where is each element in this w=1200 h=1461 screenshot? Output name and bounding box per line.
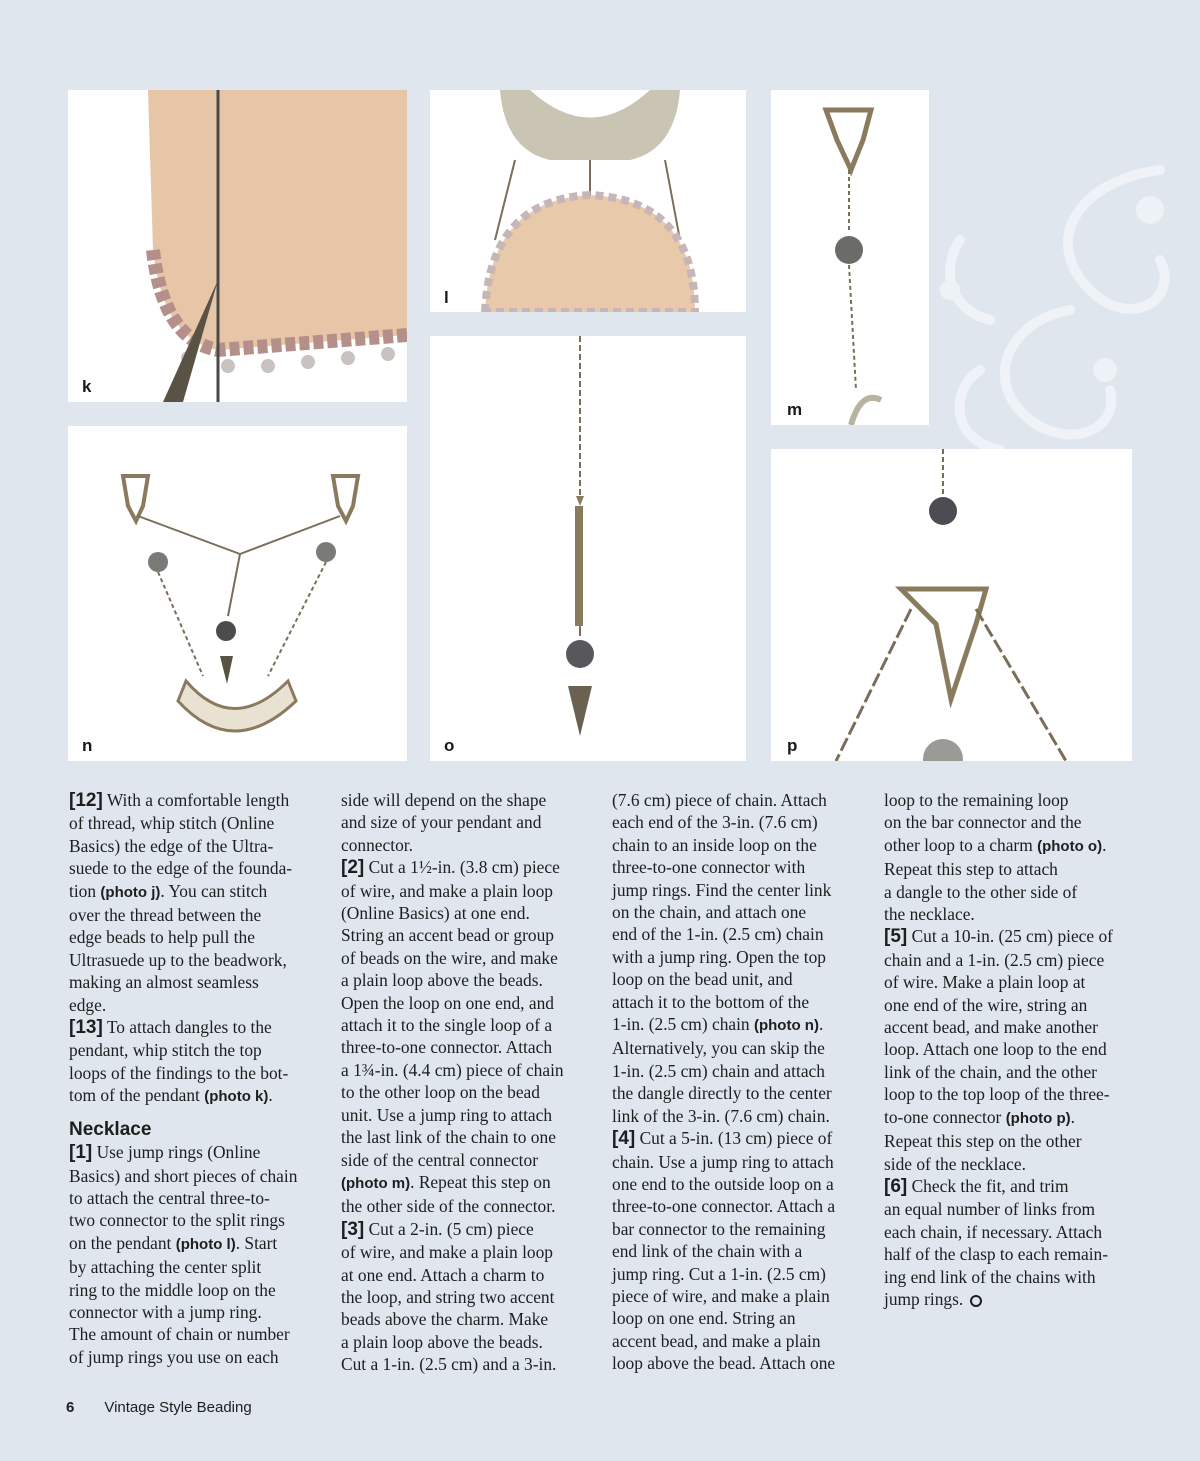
photo-o-image bbox=[430, 336, 746, 761]
text-line: . You can stitch bbox=[160, 880, 268, 901]
text-line: to-one connector bbox=[884, 1106, 1006, 1127]
text-line: side of the central connector bbox=[341, 1149, 539, 1170]
text-line: the other side of the connector. bbox=[341, 1196, 556, 1217]
text-line: Cut a 2-in. (5 cm) piece bbox=[364, 1218, 534, 1239]
photo-reference: (photo p) bbox=[1005, 1109, 1071, 1127]
text-line: with a jump ring. Open the top bbox=[612, 946, 826, 967]
text-line: edge beads to help pull the bbox=[69, 927, 255, 948]
photo-n bbox=[68, 426, 407, 761]
step-number: [12] bbox=[69, 790, 103, 811]
photo-n-image bbox=[68, 426, 407, 761]
text-line: ing end link of the chains with bbox=[884, 1266, 1096, 1287]
step-number: [5] bbox=[884, 926, 908, 948]
book-title: Vintage Style Beading bbox=[104, 1399, 252, 1416]
photo-l-label: l bbox=[444, 288, 449, 307]
text-line: bar connector to the remaining bbox=[612, 1218, 826, 1239]
text-line: accent bead, and make a plain bbox=[612, 1330, 821, 1351]
text-line: Ultrasuede up to the beadwork, bbox=[69, 949, 287, 970]
text-line: an equal number of links from bbox=[884, 1199, 1096, 1220]
step-number: [6] bbox=[884, 1175, 908, 1197]
text-line: on the bar connector and the bbox=[884, 812, 1082, 833]
text-line: To attach dangles to the bbox=[102, 1017, 272, 1038]
text-line: piece of wire, and make a plain bbox=[612, 1285, 830, 1306]
text-line: a 1¾-in. (4.4 cm) piece of chain bbox=[341, 1059, 564, 1080]
text-line: jump rings. Find the center link bbox=[612, 879, 832, 900]
text-line: by attaching the center split bbox=[69, 1257, 262, 1278]
decorative-swirl bbox=[920, 150, 1180, 470]
photo-o-label: o bbox=[444, 736, 455, 755]
text-line: other loop to a charm bbox=[884, 834, 1038, 855]
text-line: chain to an inside loop on the bbox=[612, 834, 817, 855]
text-line: Cut a 5-in. (13 cm) piece of bbox=[635, 1128, 833, 1149]
text-line: two connector to the split rings bbox=[69, 1210, 285, 1231]
step-number: [13] bbox=[69, 1017, 103, 1039]
text-column-2 bbox=[341, 789, 593, 1376]
photo-o bbox=[430, 336, 746, 761]
photo-p-image bbox=[771, 449, 1132, 761]
photo-n-label: n bbox=[82, 736, 93, 755]
text-line: one end to the outside loop on a bbox=[612, 1173, 834, 1194]
text-column-1 bbox=[69, 789, 321, 1368]
photo-p-label: p bbox=[787, 736, 798, 755]
text-line: side will depend on the shape bbox=[341, 790, 547, 810]
text-line: three-to-one connector with bbox=[612, 857, 806, 878]
text-line: loops of the findings to the bot- bbox=[69, 1062, 289, 1083]
photo-p bbox=[771, 449, 1132, 761]
text-line: side of the necklace. bbox=[884, 1153, 1026, 1174]
text-line: tom of the pendant bbox=[69, 1085, 205, 1106]
text-line: String an accent bead or group bbox=[341, 925, 554, 946]
end-of-article-icon bbox=[970, 1295, 982, 1307]
photo-reference: (photo o) bbox=[1037, 837, 1103, 855]
text-line: Check the fit, and trim bbox=[907, 1175, 1069, 1196]
text-line: on the pendant bbox=[69, 1232, 176, 1253]
text-line: link of the chain, and the other bbox=[884, 1061, 1097, 1082]
text-line: each chain, if necessary. Attach bbox=[884, 1221, 1103, 1242]
text-line: Repeat this step on the other bbox=[884, 1131, 1082, 1152]
photo-l bbox=[430, 90, 746, 312]
text-line: loop to the top loop of the three- bbox=[884, 1084, 1110, 1105]
text-line: . bbox=[818, 1014, 824, 1035]
photo-reference: (photo k) bbox=[204, 1088, 269, 1106]
text-line: on the chain, and attach one bbox=[612, 902, 807, 923]
text-line: of wire, and make a plain loop bbox=[341, 880, 553, 901]
text-line: a plain loop above the beads. bbox=[341, 970, 543, 991]
step-number: [2] bbox=[341, 857, 365, 879]
text-line: loop to the remaining loop bbox=[884, 790, 1069, 810]
text-line: half of the clasp to each remain- bbox=[884, 1244, 1109, 1265]
section-heading: Necklace bbox=[69, 1118, 152, 1140]
photo-reference: (photo n) bbox=[753, 1017, 819, 1035]
text-line: (7.6 cm) piece of chain. Attach bbox=[612, 790, 827, 810]
text-line: connector with a jump ring. bbox=[69, 1301, 262, 1322]
text-line: Use jump rings (Online bbox=[92, 1142, 261, 1163]
text-line: suede to the edge of the founda- bbox=[69, 858, 293, 879]
text-line: of thread, whip stitch (Online bbox=[69, 813, 275, 834]
text-line: attach it to the single loop of a bbox=[341, 1015, 553, 1036]
text-line: . bbox=[1070, 1106, 1076, 1127]
photo-reference: (photo m) bbox=[341, 1174, 411, 1192]
text-line: . Repeat this step on bbox=[410, 1171, 551, 1192]
photo-m-label: m bbox=[787, 400, 803, 419]
text-line: a dangle to the other side of bbox=[884, 881, 1078, 902]
text-line: the necklace. bbox=[884, 904, 975, 925]
text-line: 1-in. (2.5 cm) chain bbox=[612, 1014, 754, 1035]
text-line: end of the 1-in. (2.5 cm) chain bbox=[612, 924, 824, 945]
text-line: at one end. Attach a charm to bbox=[341, 1264, 545, 1285]
photo-l-image bbox=[430, 90, 746, 312]
text-line: each end of the 3-in. (7.6 cm) bbox=[612, 812, 818, 833]
text-line: loop on one end. String an bbox=[612, 1308, 796, 1329]
photo-k bbox=[68, 90, 407, 402]
text-column-3 bbox=[612, 789, 864, 1375]
text-line: the loop, and string two accent bbox=[341, 1286, 555, 1307]
text-line: Cut a 1-in. (2.5 cm) and a 3-in. bbox=[341, 1354, 557, 1375]
text-line: 1-in. (2.5 cm) chain and attach bbox=[612, 1060, 825, 1081]
step-number: [4] bbox=[612, 1128, 636, 1150]
text-line: loop. Attach one loop to the end bbox=[884, 1039, 1107, 1060]
step-number: [3] bbox=[341, 1218, 365, 1240]
text-line: chain and a 1-in. (2.5 cm) piece bbox=[884, 949, 1105, 970]
step-number: [1] bbox=[69, 1142, 93, 1164]
page-number: 6 bbox=[66, 1399, 75, 1416]
text-line: of beads on the wire, and make bbox=[341, 947, 558, 968]
text-line: With a comfortable length bbox=[102, 790, 290, 810]
photo-reference: (photo l) bbox=[175, 1235, 236, 1253]
text-line: to the other loop on the bead bbox=[341, 1082, 540, 1103]
text-line: loop above the bead. Attach one bbox=[612, 1353, 836, 1374]
text-line: attach it to the bottom of the bbox=[612, 991, 810, 1012]
text-line: . Start bbox=[235, 1232, 278, 1253]
photo-m bbox=[771, 90, 929, 425]
text-line: Basics) and short pieces of chain bbox=[69, 1165, 298, 1186]
photo-k-image bbox=[68, 90, 407, 402]
text-line: of jump rings you use on each bbox=[69, 1346, 279, 1367]
text-line: one end of the wire, string an bbox=[884, 994, 1088, 1015]
text-line: . bbox=[268, 1085, 273, 1106]
text-line: of wire. Make a plain loop at bbox=[884, 972, 1086, 993]
page-footer bbox=[66, 1399, 252, 1416]
text-line: end link of the chain with a bbox=[612, 1241, 803, 1262]
text-line: and size of your pendant and bbox=[341, 812, 542, 833]
text-line: Cut a 1½-in. (3.8 cm) piece bbox=[364, 857, 560, 878]
text-line: a plain loop above the beads. bbox=[341, 1331, 543, 1352]
text-line: Basics) the edge of the Ultra- bbox=[69, 835, 274, 856]
text-line: accent bead, and make another bbox=[884, 1017, 1098, 1038]
text-line: Alternatively, you can skip the bbox=[612, 1038, 825, 1059]
text-line: edge. bbox=[69, 994, 107, 1015]
text-line: the last link of the chain to one bbox=[341, 1127, 556, 1148]
text-line: jump rings. bbox=[884, 1288, 968, 1309]
text-line: three-to-one connector. Attach bbox=[341, 1037, 553, 1058]
text-line: pendant, whip stitch the top bbox=[69, 1040, 262, 1061]
text-line: loop on the bead unit, and bbox=[612, 969, 793, 990]
text-line: connector. bbox=[341, 834, 413, 855]
text-line: (Online Basics) at one end. bbox=[341, 903, 530, 924]
text-line: The amount of chain or number bbox=[69, 1324, 290, 1345]
text-line: over the thread between the bbox=[69, 905, 262, 926]
text-line: . bbox=[1102, 834, 1107, 855]
text-line: link of the 3-in. (7.6 cm) chain. bbox=[612, 1105, 830, 1126]
photo-k-label: k bbox=[82, 377, 92, 396]
text-line: jump ring. Cut a 1-in. (2.5 cm) bbox=[612, 1263, 826, 1284]
text-line: three-to-one connector. Attach a bbox=[612, 1196, 836, 1217]
text-line: ring to the middle loop on the bbox=[69, 1279, 276, 1300]
text-line: making an almost seamless bbox=[69, 972, 259, 993]
text-line: Open the loop on one end, and bbox=[341, 992, 554, 1013]
photo-reference: (photo j) bbox=[100, 883, 161, 901]
text-line: of wire, and make a plain loop bbox=[341, 1242, 553, 1263]
text-line: to attach the central three-to- bbox=[69, 1187, 270, 1208]
text-line: Cut a 10-in. (25 cm) piece of bbox=[907, 926, 1113, 947]
text-line: unit. Use a jump ring to attach bbox=[341, 1104, 553, 1125]
text-line: the dangle directly to the center bbox=[612, 1083, 832, 1104]
photo-m-image bbox=[771, 90, 929, 425]
text-line: chain. Use a jump ring to attach bbox=[612, 1151, 834, 1172]
text-line: beads above the charm. Make bbox=[341, 1309, 549, 1330]
text-column-4 bbox=[884, 789, 1136, 1310]
text-line: tion bbox=[69, 880, 101, 901]
text-line: Repeat this step to attach bbox=[884, 859, 1058, 880]
